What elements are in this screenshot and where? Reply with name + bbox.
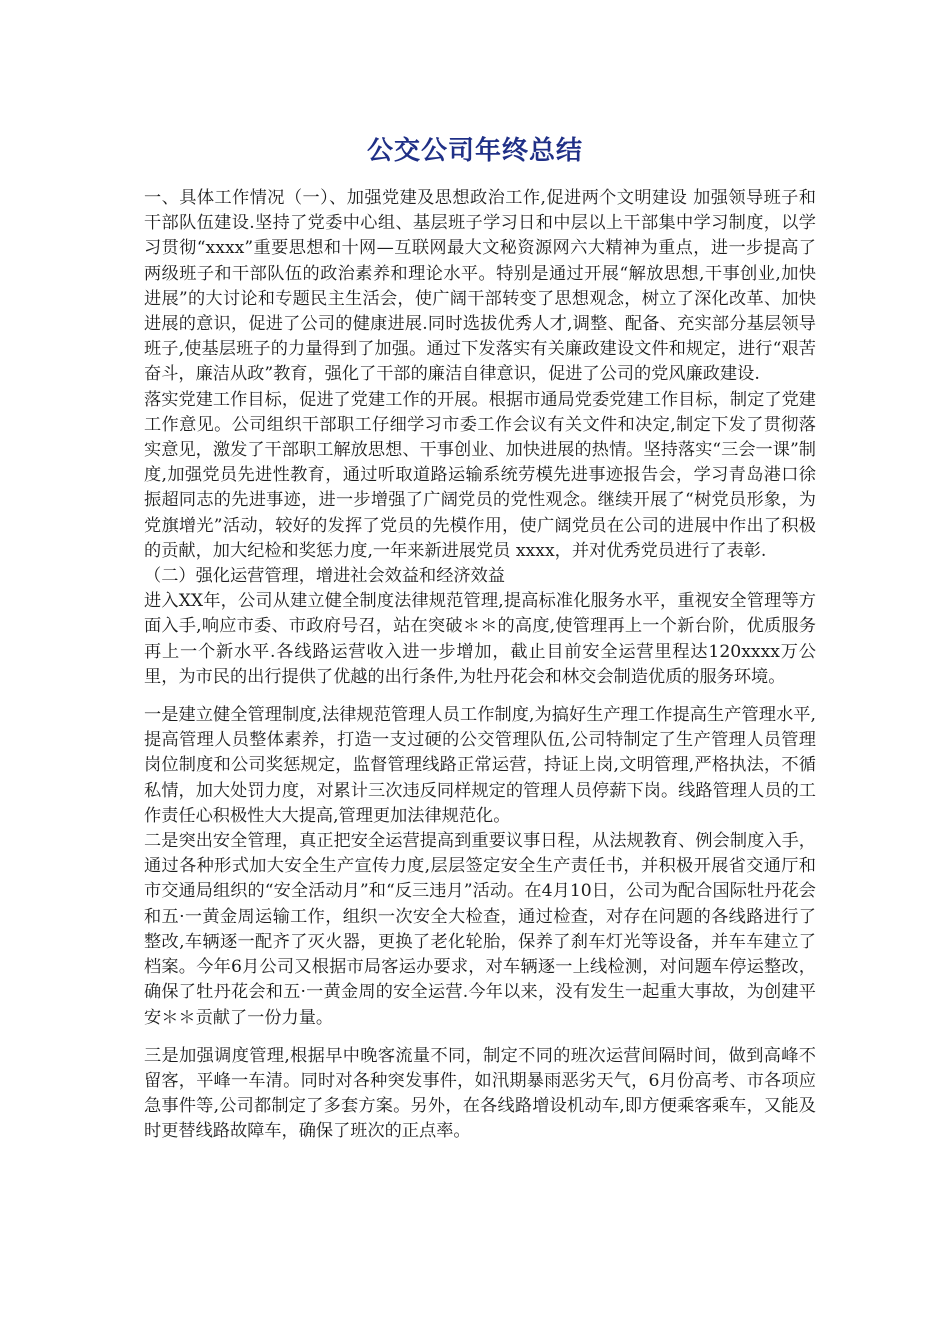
paragraph-spacer [144, 1031, 816, 1044]
paragraph-party-goals: 落实党建工作目标，促进了党建工作的开展。根据市通局党委党建工作目标，制定了党建工作意见。公司组织干部职工仔细学习市委工作会议有关文件和决定,制定下发了贯彻落实意见，激发了干部职工解放思想、干事创业、加快进展的热情。坚持落实“三会一课”制度,加强党员先进性教育，通过听取道路运输系统劳模先进事迹报告会，学习青岛港口徐振超同志的先进事迹，进一步增强了广阔党员的党性观念。继续开展了“树党员形象，为党旗增光”活动，较好的发挥了党员的先模作用，使广阔党员在公司的进展中作出了积极的贡献，加大纪检和奖惩力度,一年来新进展党员 xxxx，并对优秀党员进行了表彰. [144, 389, 816, 561]
paragraph-spacer [144, 690, 816, 703]
document-body [144, 186, 816, 1145]
document-title: 公交公司年终总结 [366, 136, 583, 166]
paragraph-safety-management: 二是突出安全管理，真正把安全运营提高到重要议事日程，从法规教育、例会制度入手，通过各种形式加大安全生产宣传力度,层层签定安全生产责任书，并积极开展省交通厅和市交通局组织的“安全活动月”和“反三违月”活动。在4月10日，公司为配合国际牡丹花会和五·一黄金周运输工作，组织一次安全大检查，通过检查，对存在问题的各线路进行了整改,车辆逐一配齐了灭火器，更换了老化轮胎，保养了刹车灯光等设备，并车车建立了档案。今年6月公司又根据市局客运办要求，对车辆逐一上线检测，对问题车停运整改，确保了牡丹花会和五·一黄金周的安全运营.今年以来，没有发生一起重大事故，为创建平安＊＊贡献了一份力量。 [144, 831, 816, 1028]
paragraph-management-system: 一是建立健全管理制度,法律规范管理人员工作制度,为搞好生产理工作提高生产管理水平,提高管理人员整体素养，打造一支过硬的公交管理队伍,公司特制定了生产管理人员管理岗位制度和公司奖惩规定，监督管理线路正常运营，持证上岗,文明管理,严格执法，不循私情，加大处罚力度，对累计三次违反同样规定的管理人员停薪下岗。线路管理人员的工作责任心积极性大大提高,管理更加法律规范化。 [144, 705, 816, 826]
paragraph-party-building: 一、具体工作情况（一）、加强党建及思想政治工作,促进两个文明建设 加强领导班子和干部队伍建设.坚持了党委中心组、基层班子学习日和中层以上干部集中学习制度，以学习贯彻“xxxx”重要思想和十网—互联网最大文秘资源网六大精神为重点，进一步提高了两级班子和干部队伍的政治素养和理论水平。特别是通过开展“解放思想,干事创业,加快进展”的大讨论和专题民主生活会，使广阔干部转变了思想观念，树立了深化改革、加快进展的意识，促进了公司的健康进展.同时选拔优秀人才,调整、配备、充实部分基层领导班子,使基层班子的力量得到了加强。通过下发落实有关廉政建设文件和规定，进行“艰苦奋斗，廉洁从政”教育，强化了干部的廉洁自律意识，促进了公司的党风廉政建设. [144, 188, 816, 385]
section-heading-operations: （二）强化运营管理，增进社会效益和经济效益 [144, 566, 505, 587]
paragraph-dispatch-management: 三是加强调度管理,根据早中晚客流量不同，制定不同的班次运营间隔时间，做到高峰不留客，平峰一车清。同时对各种突发事件，如汛期暴雨恶劣天气，6月份高考、市各项应急事件等,公司都制定了多套方案。另外，在各线路增设机动车,即方便乘客乘车，又能及时更替线路故障车，确保了班次的正点率。 [144, 1045, 816, 1142]
paragraph-operations-intro: 进入XX年，公司从建立健全制度法律规范管理,提高标准化服务水平，重视安全管理等方面入手,响应市委、市政府号召，站在突破＊＊的高度,使管理再上一个新台阶，优质服务再上一个新水平.各线路运营收入进一步增加，截止目前安全运营里程达120xxxx万公里，为市民的出行提供了优越的出行条件,为牡丹花会和林交会制造优质的服务环境。 [144, 591, 816, 687]
